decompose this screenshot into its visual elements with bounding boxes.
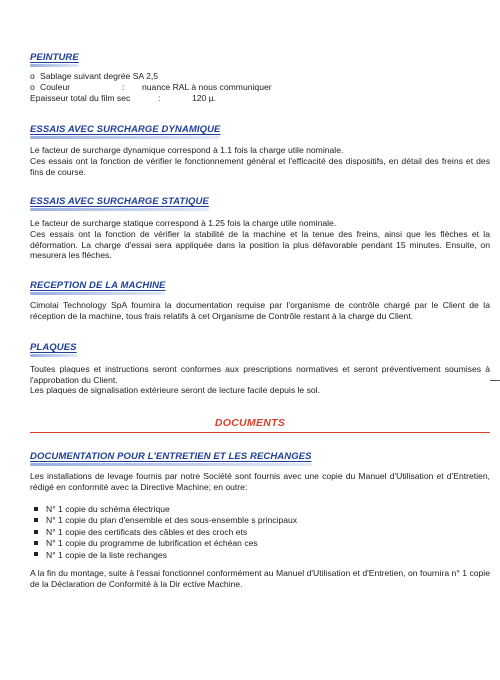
- list-item: N° 1 copie du programme de lubrification et échéan ces: [34, 538, 454, 549]
- documents-title: DOCUMENTS: [214, 417, 286, 429]
- plaques-line-signalisation: Les plaques de signalisation extérieure seront de lecture facile depuis le sol.: [30, 385, 320, 395]
- bullet-marker: o: [30, 82, 35, 92]
- reception-paragraph: Cimolai Technology SpA fournira la documentation requise par l'organisme de contrôle chargé par le Client de la réception de la machine, tous frais relatifs à cet Organisme de Contrôle restant à la charge du Client.: [30, 300, 490, 321]
- documentation-paragraph: Les installations de levage fournis par notre Société sont fournis avec une copie du Manuel d'Utilisation et d'Entretien, rédigé en conformité avec la Directive Machine; en outre:: [30, 471, 490, 492]
- dynamique-line-facteur: Le facteur de surcharge dynamique correspond à 1.1 fois la charge utile nominale.: [30, 145, 344, 155]
- section-heading-reception: RECEPTION DE LA MACHINE: [30, 280, 165, 291]
- statique-line-facteur: Le facteur de surcharge statique correspond à 1.25 fois la charge utile nominale.: [30, 218, 337, 228]
- list-item: N° 1 copie du plan d'ensemble et des sous-ensemble s principaux: [34, 515, 454, 526]
- section-heading-statique: ESSAIS AVEC SURCHARGE STATIQUE: [30, 196, 209, 207]
- dynamique-paragraph: Ces essais ont la fonction de vérifier le fonctionnement général et l'efficacité des dispositifs, en détail des freins et des fins de course.: [30, 156, 490, 177]
- section-heading-documentation: DOCUMENTATION POUR L'ENTRETIEN ET LES RECHANGES: [30, 451, 312, 462]
- list-item: N° 1 copie des certificats des câbles et des croch ets: [34, 527, 454, 538]
- page-edge-mark: [490, 380, 500, 381]
- peinture-line-couleur: o Couleur : nuance RAL à nous communiquer: [30, 82, 272, 92]
- list-item: N° 1 copie du schéma électrique: [34, 504, 454, 515]
- documents-divider: [30, 432, 490, 433]
- documentation-list: [34, 504, 454, 561]
- square-bullet-icon: [34, 541, 38, 545]
- square-bullet-icon: [34, 552, 38, 556]
- peinture-line-sablage: o Sablage suivant degrée SA 2,5: [30, 71, 159, 81]
- square-bullet-icon: [34, 518, 38, 522]
- square-bullet-icon: [34, 530, 38, 534]
- section-heading-dynamique: ESSAIS AVEC SURCHARGE DYNAMIQUE: [30, 124, 220, 135]
- peinture-line-epaisseur: Epaisseur total du film sec : 120 µ.: [30, 93, 217, 103]
- documentation-closing: A la fin du montage, suite à l'essai fonctionnel conformément au Manuel d'Utilisation et d'Entretien, on fournira n° 1 copie de la Déclaration de Conformité à la Dir ective Machine.: [30, 568, 490, 589]
- bullet-marker: o: [30, 71, 35, 81]
- statique-paragraph: Ces essais ont la fonction de vérifier la stabilité de la machine et la tenue des freins, ainsi que les flèches et la déformation. La charge d'essai sera appliquée dans la position la plus défavorable pendant 15 minutes. Ensuite, on mesurera les flèches.: [30, 229, 490, 260]
- square-bullet-icon: [34, 507, 38, 511]
- list-item: N° 1 copie de la liste rechanges: [34, 550, 454, 561]
- section-heading-peinture: PEINTURE: [30, 52, 79, 63]
- plaques-paragraph: Toutes plaques et instructions seront conformes aux prescriptions normatives et seront préventivement soumises à l'approbation du Client.: [30, 364, 490, 385]
- section-heading-plaques: PLAQUES: [30, 342, 77, 353]
